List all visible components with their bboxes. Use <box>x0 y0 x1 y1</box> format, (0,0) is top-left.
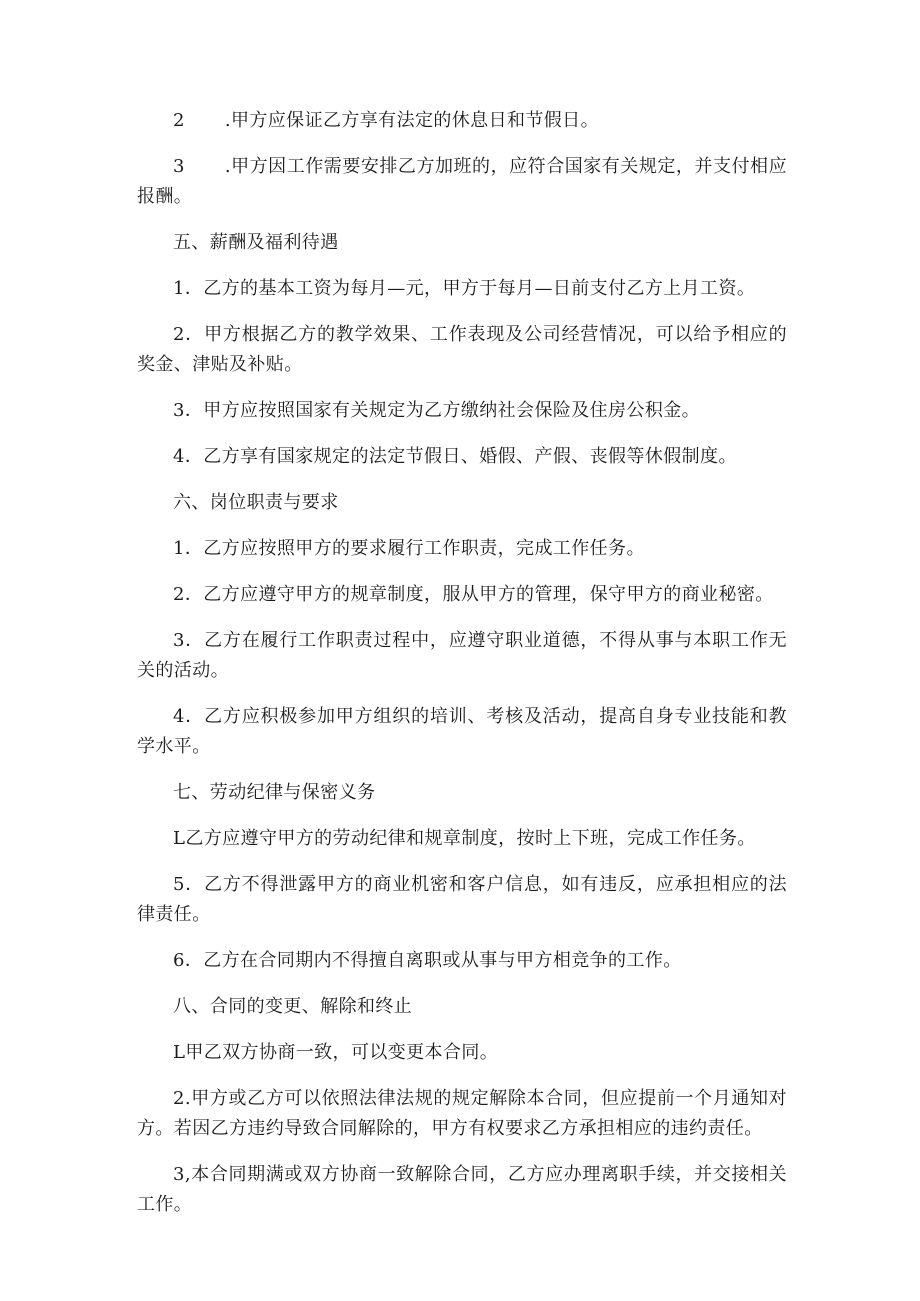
clause-paragraph: L乙方应遵守甲方的劳动纪律和规章制度，按时上下班，完成工作任务。 <box>173 828 756 849</box>
section-heading: 八、合同的变更、解除和终止 <box>173 996 413 1017</box>
clause-paragraph: 4．乙方应积极参加甲方组织的培训、考核及活动，提高自身专业技能和教学水平。 <box>137 706 787 757</box>
section-heading: 六、岗位职责与要求 <box>173 492 339 513</box>
clause-paragraph: 4．乙方享有国家规定的法定节假日、婚假、产假、丧假等休假制度。 <box>173 446 737 467</box>
section-heading: 五、薪酬及福利待遇 <box>173 232 339 253</box>
clause-paragraph: 6．乙方在合同期内不得擅自离职或从事与甲方相竞争的工作。 <box>173 950 682 971</box>
clause-paragraph <box>137 152 787 212</box>
clause-paragraph: 5．乙方不得泄露甲方的商业机密和客户信息，如有违反，应承担相应的法律责任。 <box>137 874 787 925</box>
clause-text: .甲方应保证乙方享有法定的休息日和节假日。 <box>224 110 599 131</box>
clause-paragraph: L甲乙双方协商一致，可以变更本合同。 <box>173 1042 499 1063</box>
clause-number: 3 <box>173 156 185 177</box>
clause-paragraph: 3,本合同期满或双方协商一致解除合同，乙方应办理离职手续，并交接相关工作。 <box>137 1164 787 1215</box>
clause-text: .甲方因工作需要安排乙方加班的，应符合国家有关规定，并支付相应报酬。 <box>137 156 787 207</box>
clause-paragraph: 1．乙方的基本工资为每月—元，甲方于每月—日前支付乙方上月工资。 <box>173 278 756 299</box>
clause-paragraph <box>137 106 787 136</box>
clause-paragraph: 3．乙方在履行工作职责过程中，应遵守职业道德，不得从事与本职工作无关的活动。 <box>137 630 787 681</box>
clause-number: 2 <box>173 110 185 131</box>
section-heading: 七、劳动纪律与保密义务 <box>173 782 376 803</box>
clause-paragraph: 1．乙方应按照甲方的要求履行工作职责，完成工作任务。 <box>173 538 645 559</box>
clause-paragraph: 2.甲方或乙方可以依照法律法规的规定解除本合同，但应提前一个月通知对方。若因乙方违约导致合同解除的，甲方有权要求乙方承担相应的违约责任。 <box>137 1088 787 1139</box>
clause-paragraph: 2．甲方根据乙方的教学效果、工作表现及公司经营情况，可以给予相应的奖金、津贴及补贴。 <box>137 324 787 375</box>
clause-paragraph: 3．甲方应按照国家有关规定为乙方缴纳社会保险及住房公积金。 <box>173 400 701 421</box>
document-body <box>137 106 787 1236</box>
clause-paragraph: 2．乙方应遵守甲方的规章制度，服从甲方的管理，保守甲方的商业秘密。 <box>173 584 774 605</box>
